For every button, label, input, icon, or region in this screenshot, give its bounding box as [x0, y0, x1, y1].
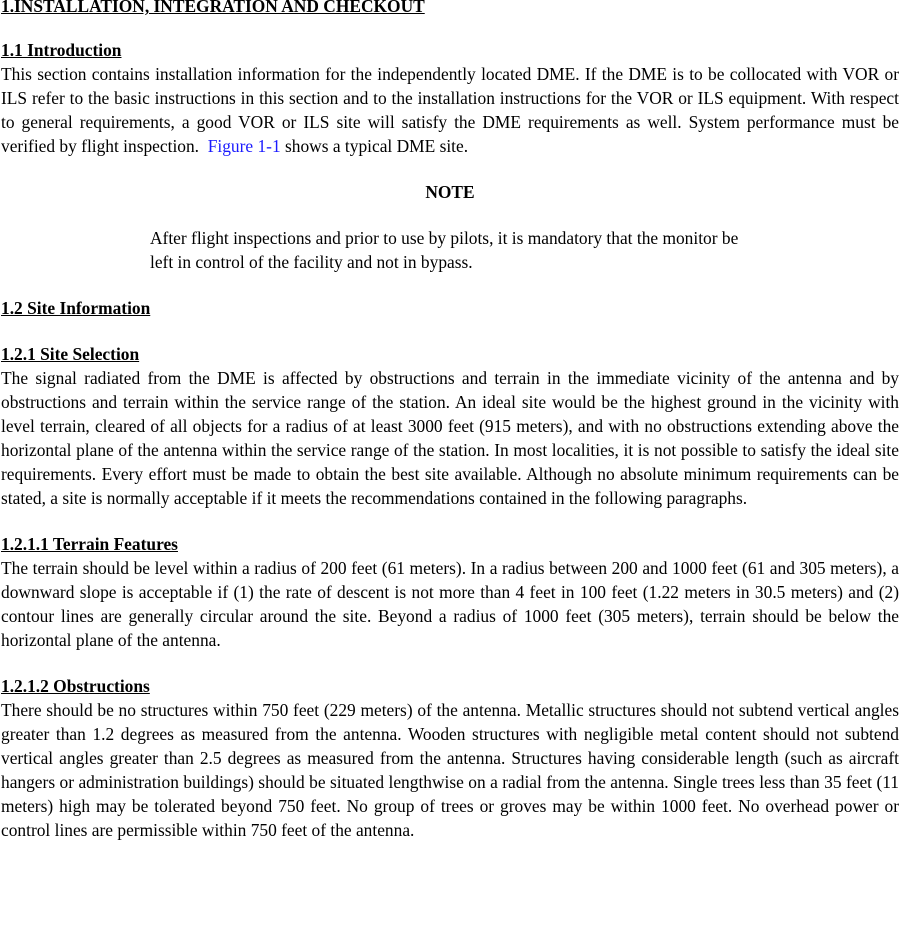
site-selection-paragraph: The signal radiated from the DME is affected by obstructions and terrain in the immediate vicinity of the antenna and by obstructions and terrain within the service range of the station. An ideal site would be the highest ground in the vicinity with level terrain, cleared of all objects for a radius of at least 3000 feet (915 meters), and with no obstructions extending above the horizontal plane of the antenna within the service range of the station. In most localities, it is not possible to satisfy the ideal site requirements. Every effort must be made to obtain the best site available. Although no absolute minimum requirements can be stated, a site is normally acceptable if it meets the recommendations contained in the following paragraphs. [1, 368, 899, 508]
spacer [1, 652, 899, 674]
note-heading: NOTE [425, 182, 475, 202]
obstructions-paragraph: There should be no structures within 750 feet (229 meters) of the antenna. Metallic structures should not subtend vertical angles greater than 1.2 degrees as measured from the antenna. Wooden structures with negligible metal content should not subtend vertical angles greater than 2.5 degrees as measured from the antenna. Structures having considerable length (such as aircraft hangers or administration buildings) should be situated lengthwise on a radial from the antenna. Single trees less than 35 feet (11 meters) high may be tolerated beyond 750 feet. No group of trees or groves may be within 1000 feet. No overhead power or control lines are permissible within 750 feet of the antenna. [1, 700, 899, 840]
spacer [1, 204, 899, 226]
section-title: 1.INSTALLATION, INTEGRATION AND CHECKOUT [1, 0, 425, 16]
terrain-paragraph: The terrain should be level within a radius of 200 feet (61 meters). In a radius between 200 and 1000 feet (61 and 305 meters), a downward slope is acceptable if (1) the rate of descent is not more than 4 feet in 100 feet (1.22 meters in 30.5 meters) and (2) contour lines are generally circular around the site. Beyond a radius of 1000 feet (305 meters), terrain should be below the horizontal plane of the antenna. [1, 558, 899, 650]
intro-paragraph [1, 62, 899, 158]
intro-heading: 1.1 Introduction [1, 40, 122, 60]
spacer [1, 158, 899, 180]
note-text: After flight inspections and prior to use by pilots, it is mandatory that the monitor be left in control of the facility and not in bypass. [150, 228, 739, 272]
spacer [1, 320, 899, 342]
figure-reference-link[interactable]: Figure 1-1 [207, 136, 281, 156]
obstructions-heading: 1.2.1.2 Obstructions [1, 676, 150, 696]
spacer [1, 510, 899, 532]
spacer [1, 274, 899, 296]
site-info-heading: 1.2 Site Information [1, 298, 151, 318]
terrain-heading: 1.2.1.1 Terrain Features [1, 534, 178, 554]
spacer [1, 18, 899, 38]
intro-text: This section contains installation information for the independently located DME. If the DME is to be collocated with VOR or ILS refer to the basic instructions in this section and to the installation instructions for the VOR or ILS equipment. With respect to general requirements, a good VOR or ILS site will satisfy the DME requirements as well. System performance must be verified by flight inspection. [1, 64, 899, 156]
intro-text-end: shows a typical DME site. [285, 136, 469, 156]
site-selection-heading: 1.2.1 Site Selection [1, 344, 140, 364]
